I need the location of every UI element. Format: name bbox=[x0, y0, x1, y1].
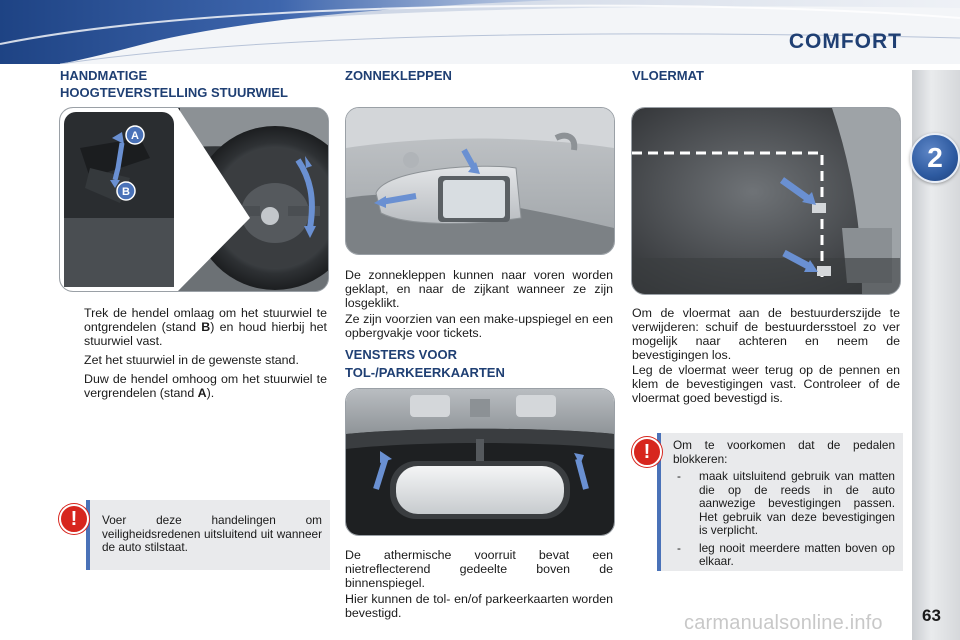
floor-mat-illustration bbox=[632, 108, 900, 294]
toll-windows-heading-line1: VENSTERS VOOR bbox=[345, 347, 457, 362]
floor-mat-heading: VLOERMAT bbox=[632, 68, 704, 83]
watermark-text: carmanualsonline.info bbox=[684, 612, 883, 634]
steering-instruction-item: Trek de hendel omlaag om het stuurwiel te ontgrendelen (stand B) en houd hierbij het stuurwiel vast. bbox=[84, 306, 327, 348]
sunvisors-heading: ZONNEKLEPPEN bbox=[345, 68, 452, 83]
toll-windows-paragraph-1: De athermische voorruit bevat een nietreflecterend gedeelte boven de binnenspiegel. bbox=[345, 548, 613, 590]
floor-mat-warning-item: - leg nooit meerdere matten boven op elkaar. bbox=[677, 540, 895, 568]
chapter-number-badge: 2 bbox=[910, 133, 960, 183]
steering-heading bbox=[60, 67, 330, 101]
steering-instruction-item: Zet het stuurwiel in de gewenste stand. bbox=[84, 353, 299, 367]
steering-warning-box bbox=[86, 500, 330, 570]
floor-mat-paragraph-1: Om de vloermat aan de bestuurderszijde te verwijderen: schuif de bestuurdersstoel zo ver mogelijk naar achteren en neem de bevestigingen los. bbox=[632, 306, 900, 362]
toll-windows-paragraph-2: Hier kunnen de tol- en/of parkeerkaarten worden bevestigd. bbox=[345, 592, 613, 620]
sun-visor-illustration bbox=[346, 108, 614, 254]
warning-exclamation-icon: ! bbox=[632, 437, 662, 467]
steering-instruction-item: Duw de hendel omhoog om het stuurwiel te vergrendelen (stand A). bbox=[84, 372, 327, 400]
sunvisors-paragraph-1: De zonnekleppen kunnen naar voren worden geklapt, en naar de zijkant wanneer ze zijn losgeklikt. bbox=[345, 268, 613, 310]
floor-mat-photo bbox=[631, 107, 901, 295]
steering-heading-line2: HOOGTEVERSTELLING STUURWIEL bbox=[60, 85, 288, 100]
page-header bbox=[0, 0, 960, 64]
toll-windows-heading-line2: TOL-/PARKEERKAARTEN bbox=[345, 365, 505, 380]
floor-mat-warning-intro: Om te voorkomen dat de pedalen blokkeren: bbox=[673, 438, 895, 466]
toll-windows-heading bbox=[345, 346, 615, 382]
rearview-mirror-illustration bbox=[346, 389, 614, 535]
steering-wheel-illustration bbox=[60, 108, 328, 291]
floor-mat-warning-list bbox=[673, 470, 895, 569]
floor-mat-paragraph-2: Leg de vloermat weer terug op de pennen en klem de bevestigingen vast. Controleer of de vloermat goed bevestigd is. bbox=[632, 363, 900, 405]
steering-heading-line1: HANDMATIGE bbox=[60, 68, 148, 83]
floor-mat-warning-content bbox=[673, 439, 895, 569]
lever-position-b-label: B bbox=[122, 186, 130, 198]
lever-position-a-label: A bbox=[131, 130, 139, 142]
steering-warning-text: Voer deze handelingen om veiligheidsredenen uitsluitend uit wanneer de auto stilstaat. bbox=[102, 513, 322, 554]
page-number: 63 bbox=[922, 606, 941, 625]
chapter-title: COMFORT bbox=[788, 30, 902, 53]
floor-mat-warning-box bbox=[657, 433, 903, 571]
steering-instructions-list bbox=[60, 306, 327, 405]
floor-mat-warning-item: - maak uitsluitend gebruik van matten die op de reeds in de auto aanwezige bevestigingen passen. Het gebruik van deze bevestigingen is verplicht. bbox=[677, 469, 895, 537]
mirror-photo bbox=[345, 388, 615, 536]
warning-exclamation-icon: ! bbox=[59, 504, 89, 534]
steering-adjustment-photo bbox=[59, 107, 329, 292]
sunvisors-paragraph-2: Ze zijn voorzien van een make-upspiegel en een opbergvakje voor tickets. bbox=[345, 312, 613, 340]
sun-visor-photo bbox=[345, 107, 615, 255]
